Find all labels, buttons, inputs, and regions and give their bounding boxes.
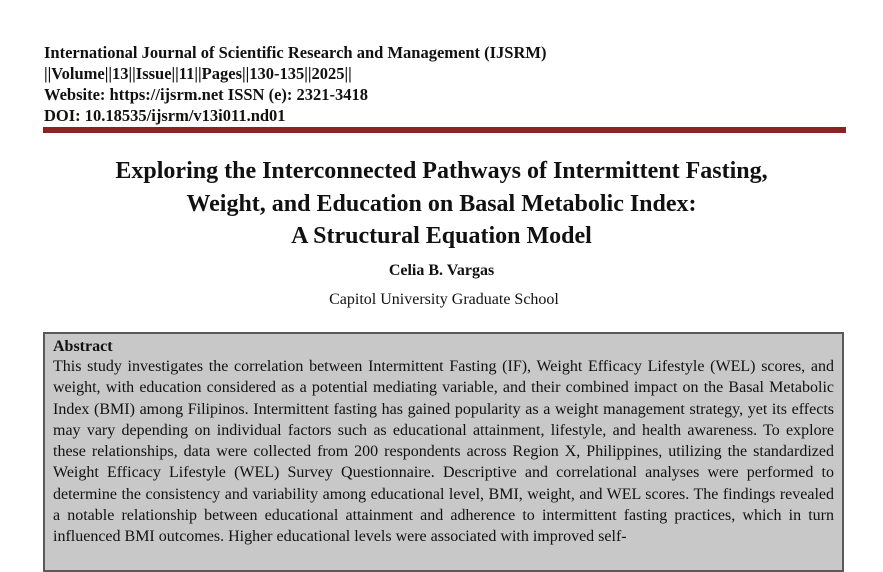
author-affiliation: Capitol University Graduate School bbox=[329, 291, 559, 308]
journal-header bbox=[44, 42, 844, 126]
title-line-2: Weight, and Education on Basal Metabolic Index: bbox=[186, 190, 697, 217]
author-name: Celia B. Vargas bbox=[388, 262, 495, 279]
volume-issue-pages: ||Volume||13||Issue||11||Pages||130-135||2025|| bbox=[44, 64, 352, 83]
abstract-text: This study investigates the correlation between Intermittent Fasting (IF), Weight Efficacy Lifestyle (WEL) scores, and weight, with education considered as a potential mediating variable, and their combined impact on the Basal Metabolic Index (BMI) among Filipinos. Intermittent fasting has gained popularity as a weight management strategy, yet its effects may vary depending on individual factors such as educational attainment, lifestyle, and health awareness. To explore these relationships, data were collected from 200 respondents across Region X, Philippines, utilizing the standardized Weight Efficacy Lifestyle (WEL) Survey Questionnaire. Descriptive and correlational analyses were performed to determine the consistency and variability among educational level, BMI, weight, and WEL scores. The findings revealed a notable relationship between educational attainment and adherence to intermittent fasting practices, which in turn influenced BMI outcomes. Higher educational levels were associated with improved self- bbox=[53, 358, 834, 546]
header-divider bbox=[43, 127, 846, 133]
title-line-1: Exploring the Interconnected Pathways of Intermittent Fasting, bbox=[115, 158, 768, 184]
abstract-heading: Abstract bbox=[53, 338, 113, 355]
title-line-3: A Structural Equation Model bbox=[291, 223, 592, 249]
paper-title bbox=[0, 155, 883, 253]
abstract-box bbox=[43, 332, 844, 572]
doi: DOI: 10.18535/ijsrm/v13i011.nd01 bbox=[44, 106, 286, 125]
journal-name: International Journal of Scientific Research and Management (IJSRM) bbox=[44, 43, 547, 62]
website-issn: Website: https://ijsrm.net ISSN (e): 2321-3418 bbox=[44, 85, 369, 104]
